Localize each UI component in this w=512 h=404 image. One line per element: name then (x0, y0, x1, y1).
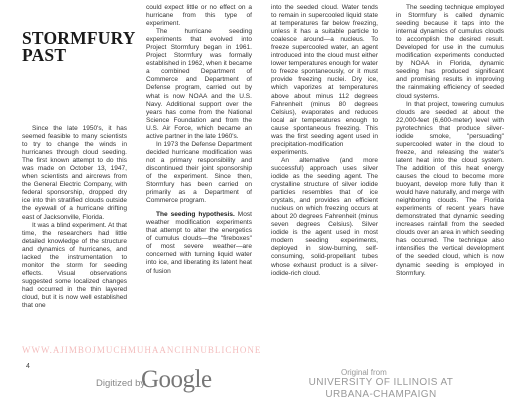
paragraph (146, 211, 252, 275)
headline-line-2: PAST (22, 45, 67, 65)
text-column-1 (22, 125, 127, 310)
google-logo: Google (141, 366, 212, 393)
paragraph: Since the late 1950's, it has seemed feasible to many scientists to try to change the winds in hurricanes through cloud seeding. The first known attempt to do this was made on October 13, 1947, when scientists and aircrews from the General Electric Company, with federal sponsorship, dropped dry ice into thin stratified clouds outside the eyewall of a hurricane drifting east of Jacksonville, Florida. (22, 125, 127, 221)
paragraph-text: Most weather modification experiments that attempt to alter the energetics of cumulus clouds—the "fireboxes" of most severe weather—are concerned with turning liquid water into ice, and liberating its latent heat of fusion (146, 211, 252, 275)
text-column-4 (396, 4, 504, 278)
paragraph: could expect little or no effect on a hurricane from this type of experiment. (146, 4, 252, 28)
section-subhead: The seeding hypothesis. (156, 211, 235, 219)
headline-line-1: STORMFURY (22, 28, 136, 48)
text-column-3 (271, 4, 378, 278)
paragraph: In that project, towering cumulus clouds are seeded at about the 22,000-feet (6,600-meter) level with pyrotechnics that produce silver-iodide smoke, "persuading" supercooled water in the cloud to freeze, and releasing the water's latent heat into the cloud system. The addition of this heat energy causes the cloud to become more buoyant, develop more fully than it would have naturally, and merge with neighboring clouds. The Florida experiments of recent years have demonstrated that dynamic seeding increases rainfall from the seeded clouds over an area in which seeding has occurred. The technique also intensifies the vertical development of the seeded cloud, which is now dynamic seeding is employed in Stormfury. (396, 100, 504, 277)
paragraph: It was a blind experiment. At that time, the researchers had little detailed knowledge of the structure and dynamics of hurricanes, and lacked the instrumentation to monitor the storm for seeding effects. Visual observations suggested some localized changes had occurred in the thin layered cloud, but it is now well established that one (22, 221, 127, 310)
scan-watermark: WWW.AJIMBOJMUCHMUHAANCIHNUBLICHONE (22, 346, 262, 355)
paragraph: The seeding technique employed in Stormfury is called dynamic seeding because it taps into the internal dynamics of cumulus clouds to accomplish the desired result. Developed for use in the cumulus modification experiments conducted by NOAA in Florida, dynamic seeding has produced significant and promising results in improving the rainmaking efficiency of seeded cloud systems. (396, 4, 504, 100)
paragraph: An alternative (and more successful) approach uses silver iodide as the seeding agent. The crystalline structure of silver iodide particles resembles that of ice crystals, and provides an efficient nucleus on which freezing occurs at about 20 degrees Fahrenheit (minus seven degrees Celsius). Silver iodide is the agent used in most modern seeding experiments, deployed in slow-burning, self-consuming, solid-propellant tubes whose exhaust product is a silver-iodide-rich cloud. (271, 156, 378, 277)
university-name-line-2: URBANA-CHAMPAIGN (325, 389, 437, 400)
university-name-line-1: UNIVERSITY OF ILLINOIS AT (308, 377, 454, 388)
digitized-by-label: Digitized by (96, 378, 146, 389)
page-number: 4 (26, 363, 30, 370)
original-from-label: Original from (341, 368, 387, 377)
article-headline (22, 28, 136, 65)
paragraph: In 1973 the Defense Department decided hurricane modification was not a primary responsibility and discontinued their joint sponsorship of the experiment. Since then, Stormfury has been carried on primarily as a Department of Commerce program. (146, 140, 252, 205)
paragraph: into the seeded cloud. Water tends to remain in supercooled liquid state at temperatures far below freezing, unless it has a suitable particle to coalesce around—a nucleus. To freeze supercooled water, an agent introduced into the cloud must either lower temperatures enough for water to freeze spontaneously, or it must provide freezing nuclei. Dry ice, which vaporizes at temperatures above about minus 112 degrees Fahrenheit (minus 80 degrees Celsius), evaporates and reduces local air temperatures enough to cause spontaneous freezing. This was the first seeding agent used in precipitation-modification experiments. (271, 4, 378, 156)
text-column-2 (146, 4, 252, 276)
paragraph: The hurricane seeding experiments that evolved into Project Stormfury began in 1961. Project Stormfury was formally established in 1962, when it became a combined Department of Commerce and Department of Defense program, carried out by what is now NOAA and the U.S. Navy. Additional support over the years has come from the National Science Foundation and from the U.S. Air Force, which became an active partner in the late 1960's. (146, 28, 252, 140)
